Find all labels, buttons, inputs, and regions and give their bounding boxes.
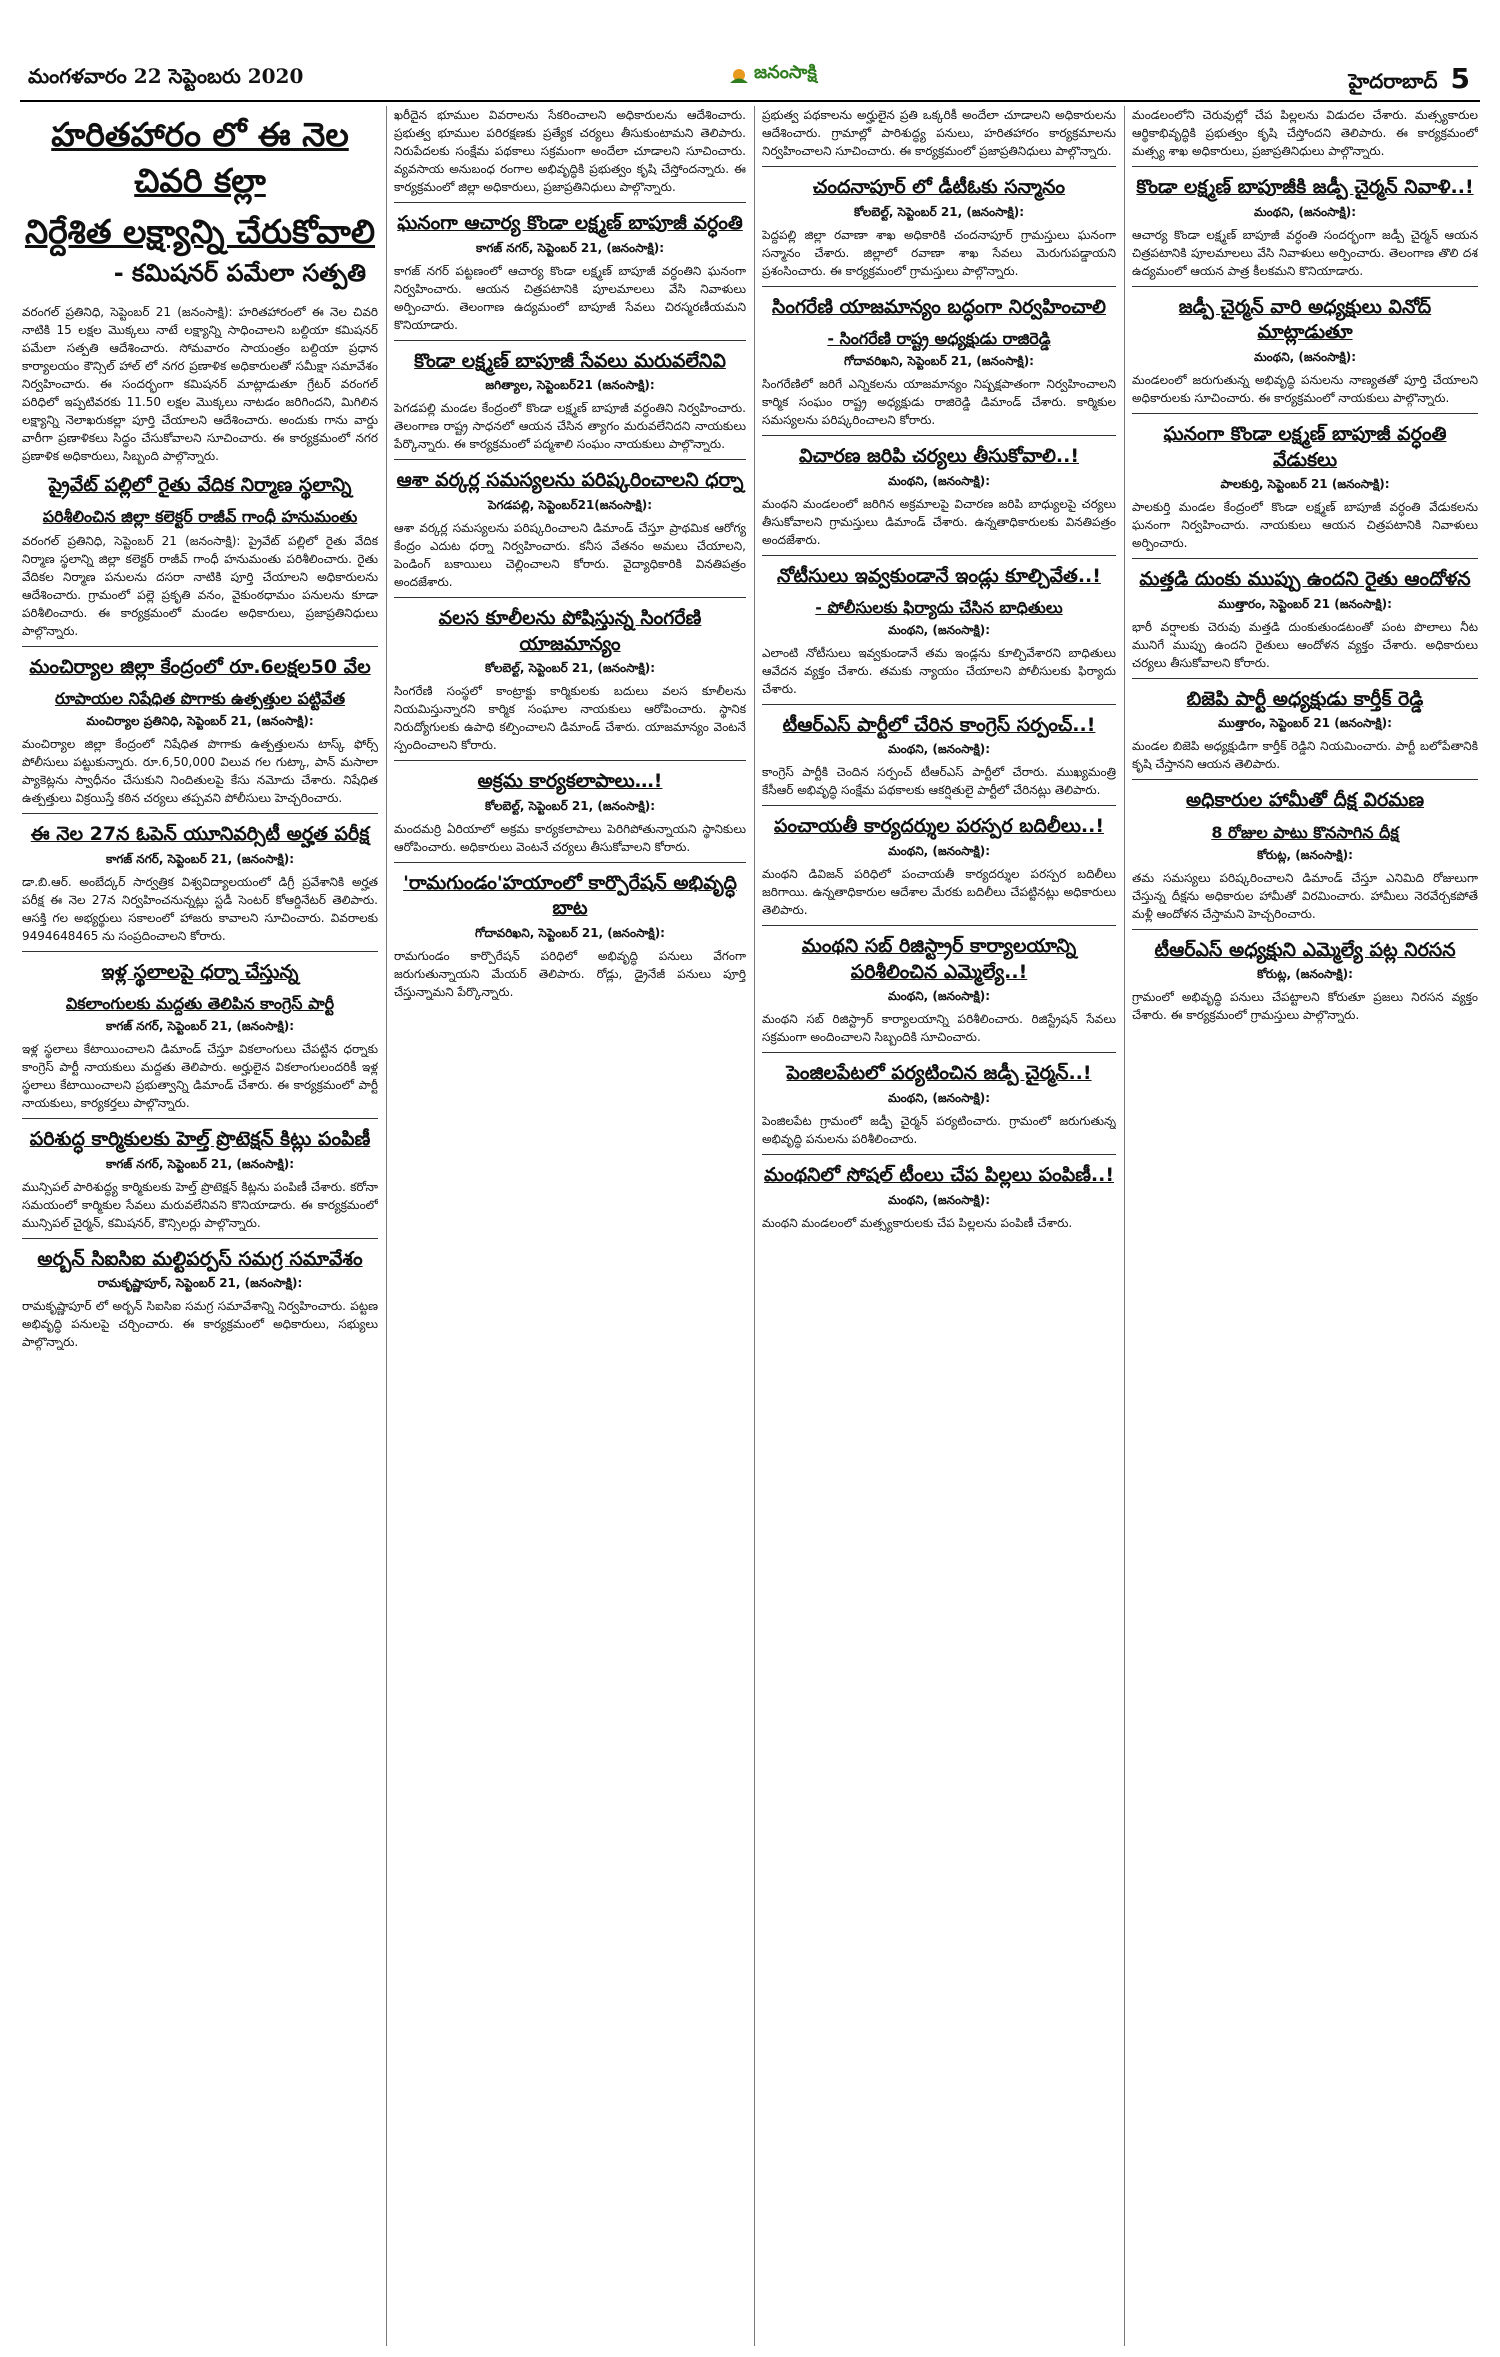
article-body: కాంగ్రెస్ పార్టీకి చెందిన సర్పంచ్ టీఆర్ఎస్ పార్టీలో చేరారు. ముఖ్యమంత్రి కేసీఆర్ అభివృద్ధి సంక్షేమ పథకాలకు ఆకర్షితులై పార్టీలో చేరినట్లు తెలిపారు. — [762, 765, 1116, 798]
column-divider — [386, 106, 387, 2346]
article — [394, 106, 746, 196]
article-body: పెద్దపల్లి జిల్లా రవాణా శాఖ అధికారికి చందనాపూర్ గ్రామస్తులు ఘనంగా సన్మానం చేశారు. జిల్లాలో రవాణా శాఖ సేవలు మెరుగుపడ్డాయని ప్రశంసించారు. ఈ కార్యక్రమంలో గ్రామస్తులు పాల్గొన్నారు. — [762, 227, 1116, 278]
article-divider — [394, 760, 746, 761]
article — [394, 862, 746, 1001]
article — [1132, 106, 1478, 160]
article-divider — [1132, 286, 1478, 287]
article-body: పెంజిలపేట గ్రామంలో జడ్పీ చైర్మన్ పర్యటించారు. గ్రామంలో జరుగుతున్న అభివృద్ధి పనులను పరిశీలించారు. — [762, 1113, 1116, 1146]
article-body: రామకృష్ణాపూర్ లో అర్బన్ సిఐసిఐ సమగ్ర సమావేశాన్ని నిర్వహించారు. పట్టణ అభివృద్ధి పనులపై చర్చించారు. ఈ కార్యక్రమంలో అధికారులు, సభ్యులు పాల్గొన్నారు. — [22, 1299, 378, 1350]
article-divider — [1132, 558, 1478, 559]
article-headline: పంచాయతీ కార్యదర్శుల పరస్పర బదిలీలు..! — [773, 815, 1105, 838]
article — [762, 704, 1116, 800]
article-body: సింగరేణిలో జరిగే ఎన్నికలను యాజమాన్యం నిష్పక్షపాతంగా నిర్వహించాలని కార్మిక సంఘం రాష్ట్ర అధ్యక్షుడు రాజిరెడ్డి డిమాండ్ చేశారు. కార్మికుల సమస్యలను పరిష్కరించాలని కోరారు. — [762, 376, 1116, 427]
article-body: మంథని మండలంలో జరిగిన అక్రమాలపై విచారణ జరిపి బాధ్యులపై చర్యలు తీసుకోవాలని గ్రామస్తులు డిమాండ్ చేశారు. ఉన్నతాధికారులకు వినతిపత్రం అందజేశారు. — [762, 496, 1116, 547]
column-2 — [394, 106, 746, 2346]
article-dateline: మంథని, (జనంసాక్షి): — [887, 622, 991, 637]
column-divider — [754, 106, 755, 2346]
article-dateline: పాలకుర్తి, సెప్టెంబర్ 21 (జనంసాక్షి): — [1220, 477, 1390, 492]
issue-date: మంగళవారం 22 సెప్టెంబరు 2020 — [28, 64, 304, 88]
article-headline: అక్రమ కార్యకలాపాలు…! — [477, 770, 663, 793]
paper-name: జనంసాక్షి — [754, 62, 817, 83]
article — [22, 1118, 378, 1232]
article-divider — [394, 459, 746, 460]
article-dateline: మంథని, (జనంసాక్షి): — [887, 1192, 991, 1207]
lead-headline-2: నిర్దేశిత లక్ష్యాన్ని చేరుకోవాలి — [24, 212, 376, 252]
article-body: పాలకుర్తి మండల కేంద్రంలో కొండా లక్ష్మణ్ బాపూజీ వర్ధంతి వేడుకలను ఘనంగా నిర్వహించారు. నాయకులు ఆయన చిత్రపటానికి నివాళులు అర్పించారు. — [1132, 500, 1478, 551]
article-body: ఇళ్ల స్థలాలు కేటాయించాలని డిమాండ్ చేస్తూ వికలాంగులు చేపట్టిన ధర్నాకు కాంగ్రెస్ పార్టీ నాయకులు మద్దతు తెలిపారు. అర్హులైన వికలాంగులందరికీ ఇళ్ల స్థలాలు కేటాయించాలని ప్రభుత్వాన్ని డిమాండ్ చేశారు. ఈ కార్యక్రమంలో పార్టీ నాయకులు, కార్యకర్తలు పాల్గొన్నారు. — [22, 1041, 378, 1110]
article — [762, 435, 1116, 549]
article-body: రామగుండం కార్పొరేషన్ పరిధిలో అభివృద్ధి పనులు వేగంగా జరుగుతున్నాయని మేయర్ తెలిపారు. రోడ్లు, డ్రైనేజీ పనులు పూర్తి చేస్తున్నామని పేర్కొన్నారు. — [394, 949, 746, 1000]
article — [762, 286, 1116, 429]
article-dateline: కోలబెల్ట్, సెప్టెంబర్ 21, (జనంసాక్షి): — [484, 661, 656, 676]
article-headline: పరిశుద్ధ కార్మికులకు హెల్త్ ప్రొటెక్షన్ కిట్లు పంపిణీ — [29, 1127, 371, 1150]
article-divider — [22, 813, 378, 814]
article-divider — [22, 1118, 378, 1119]
masthead-rule — [20, 100, 1480, 102]
article-headline: పెంజిలపేటలో పర్యటించిన జడ్పీ చైర్మన్..! — [786, 1062, 1092, 1085]
lead-headline-1: హరితహారం లో ఈ నెల చివరి కల్లా — [51, 115, 349, 200]
masthead — [20, 58, 1480, 98]
article-divider — [762, 925, 1116, 926]
article-divider — [394, 202, 746, 203]
article-subhead: - పోలీసులకు ఫిర్యాదు చేసిన బాధితులు — [815, 598, 1063, 618]
edition-city: హైదరాబాద్ 5 — [1348, 62, 1470, 95]
article-headline: ఇళ్ల స్థలాలపై ధర్నా చేస్తున్న — [101, 960, 299, 983]
article-divider — [762, 704, 1116, 705]
article — [394, 760, 746, 856]
article-body: మండలంలో జరుగుతున్న అభివృద్ధి పనులను నాణ్యతతో పూర్తి చేయాలని అధికారులకు సూచించారు. ఈ కార్యక్రమంలో నాయకులు పాల్గొన్నారు. — [1132, 372, 1478, 405]
column-divider — [1124, 106, 1125, 2346]
article-dateline: కాగజ్ నగర్, సెప్టెంబర్ 21, (జనంసాక్షి): — [105, 851, 295, 866]
article-headline: మంథని సబ్ రిజిస్ట్రార్ కార్యాలయాన్ని పరిశీలించిన ఎమ్మెల్యే..! — [801, 935, 1077, 983]
article-divider — [22, 646, 378, 647]
article-dateline: మంథని, (జనంసాక్షి): — [887, 473, 991, 488]
article-dateline: గోదావరిఖని, సెప్టెంబర్ 21, (జనంసాక్షి): — [475, 926, 665, 941]
article-headline: ఘనంగా కొండా లక్ష్మణ్ బాపూజీ వర్ధంతి వేడుకలు — [1163, 422, 1447, 471]
article — [762, 805, 1116, 919]
article — [762, 166, 1116, 280]
article-dateline: జగిత్యాల, సెప్టెంబర్21 (జనంసాక్షి): — [485, 378, 655, 393]
article-body: మంథని డివిజన్ పరిధిలో పంచాయతీ కార్యదర్శుల పరస్పర బదిలీలు జరిగాయి. ఉన్నతాధికారుల ఆదేశాల మేరకు బదిలీలు చేపట్టినట్లు అధికారులు తెలిపారు. — [762, 867, 1116, 918]
article-headline: జడ్పీ చైర్మన్ వారి అధ్యక్షులు వినోద్ మాట్లాడుతూ — [1178, 295, 1432, 344]
article-dateline: కాగజ్ నగర్, సెప్టెంబర్ 21, (జనంసాక్షి): — [105, 1018, 295, 1033]
article-headline: ఆశా వర్కర్ల సమస్యలను పరిష్కరించాలని ధర్నా — [396, 469, 744, 492]
article-subhead: 8 రోజుల పాటు కొనసాగిన దీక్ష — [1211, 823, 1399, 843]
article-body: ఖరీదైన భూముల వివరాలను సేకరించాలని అధికారులను ఆదేశించారు. ప్రభుత్వ భూముల పరిరక్షణకు ప్రత్యేక చర్యలు తీసుకుంటామని తెలిపారు. నిరుపేదలకు సంక్షేమ పథకాలు సక్రమంగా అందేలా చూడాలని సూచించారు. వ్యవసాయ అనుబంధ రంగాల అభివృద్ధికి ప్రభుత్వం కృషి చేస్తోందన్నారు. ఈ కార్యక్రమంలో జిల్లా అధికారులు, ప్రజాప్రతినిధులు పాల్గొన్నారు. — [394, 108, 746, 194]
article — [22, 951, 378, 1112]
article-headline: కొండా లక్ష్మణ్ బాపూజీ సేవలు మరువలేనివి — [414, 349, 726, 372]
column-1-articles — [22, 473, 378, 1352]
article — [22, 1238, 378, 1352]
article-headline: టీఆర్ఎస్ అధ్యక్షుని ఎమ్మెల్యే పట్ల నిరసన — [1154, 938, 1456, 961]
article-body: మంథని మండలంలో మత్స్యకారులకు చేప పిల్లలను పంపిణీ చేశారు. — [762, 1215, 1073, 1230]
article-divider — [762, 166, 1116, 167]
article-dateline: మంథని, (జనంసాక్షి): — [887, 1090, 991, 1105]
article-headline: ఈ నెల 27న ఓపెన్ యూనివర్సిటీ అర్హత పరీక్ష — [30, 823, 370, 846]
article — [762, 1052, 1116, 1148]
article-divider — [22, 951, 378, 952]
article-headline: వలస కూలీలను పోషిస్తున్న సింగరేణి యాజమాన్యం — [438, 606, 702, 655]
article-divider — [762, 435, 1116, 436]
column-1 — [22, 106, 378, 2346]
article — [762, 925, 1116, 1046]
lead-body: వరంగల్ ప్రతినిధి, సెప్టెంబర్ 21 (జనంసాక్షి): హరితహారంలో ఈ నెల చివరి నాటికి 15 లక్షల మొక్కలు నాటే లక్ష్యాన్ని సాధించాలని బల్దియా కమిషనర్ పమేలా సత్పతి ఆదేశించారు. సోమవారం సాయంత్రం బల్దియా ప్రధాన కార్యాలయం కౌన్సిల్ హాల్ లో నగర ప్రణాళిక అధికారులతో సమీక్షా సమావేశం నిర్వహించారు. ఈ సందర్భంగా కమిషనర్ మాట్లాడుతూ గ్రేటర్ వరంగల్ పరిధిలో ఇప్పటివరకు 11.50 లక్షల మొక్కలు నాటడం జరిగిందని, మిగిలిన లక్ష్యాన్ని నెలాఖరుకల్లా పూర్తి చేయాలని ఆదేశించారు. అందుకు గాను వార్డు వారీగా ప్రణాళికలు సిద్ధం చేసుకోవాలని సూచించారు. ఈ కార్యక్రమంలో నగర ప్రణాళిక అధికారులు, సిబ్బంది పాల్గొన్నారు. — [22, 304, 378, 463]
article-dateline: కోలబెల్ట్, సెప్టెంబర్ 21, (జనంసాక్షి): — [853, 204, 1025, 219]
article-body: డా.బి.ఆర్. అంబేద్కర్ సార్వత్రిక విశ్వవిద్యాలయంలో డిగ్రీ ప్రవేశానికి అర్హత పరీక్ష ఈ నెల 27న నిర్వహించనున్నట్లు స్టడీ సెంటర్ కోఆర్డినేటర్ తెలిపారు. ఆసక్తి గల అభ్యర్థులు సకాలంలో హాజరు కావాలని సూచించారు. వివరాలకు 9494648465 ను సంప్రదించాలని కోరారు. — [22, 874, 378, 943]
article — [1132, 166, 1478, 280]
page-number: 5 — [1450, 62, 1470, 95]
article-dateline: రామకృష్ణాపూర్, సెప్టెంబర్ 21, (జనంసాక్షి): — [97, 1276, 303, 1291]
article-subhead: వికలాంగులకు మద్దతు తెలిపిన కాంగ్రెస్ పార్టీ — [65, 994, 335, 1014]
article-body: పెగడపల్లి మండల కేంద్రంలో కొండా లక్ష్మణ్ బాపూజీ వర్ధంతిని నిర్వహించారు. తెలంగాణ రాష్ట్ర సాధనలో ఆయన చేసిన త్యాగం మరువలేనిదని నాయకులు పేర్కొన్నారు. ఈ కార్యక్రమంలో పద్మశాలి సంఘం నాయకులు పాల్గొన్నారు. — [394, 401, 746, 452]
article-headline: టీఆర్ఎస్ పార్టీలో చేరిన కాంగ్రెస్ సర్పంచ్..! — [782, 713, 1096, 736]
column-4-articles — [1132, 106, 1478, 1024]
article — [22, 646, 378, 807]
article-body: తమ సమస్యలు పరిష్కరించాలని డిమాండ్ చేస్తూ ఎనిమిది రోజులుగా చేస్తున్న దీక్షను అధికారుల హామీతో విరమించారు. హామీలు నెరవేర్చకపోతే మళ్లీ ఆందోళన చేస్తామని హెచ్చరించారు. — [1132, 870, 1478, 921]
article-divider — [1132, 929, 1478, 930]
article-body: మండలంలోని చెరువుల్లో చేప పిల్లలను విడుదల చేశారు. మత్స్యకారుల ఆర్థికాభివృద్ధికి ప్రభుత్వం కృషి చేస్తోందని తెలిపారు. ఈ కార్యక్రమంలో మత్స్య శాఖ అధికారులు, ప్రజాప్రతినిధులు పాల్గొన్నారు. — [1132, 108, 1478, 158]
article-body: మండల బిజెపి అధ్యక్షుడిగా కార్తీక్ రెడ్డిని నియమించారు. పార్టీ బలోపేతానికి కృషి చేస్తానని ఆయన తెలిపారు. — [1132, 739, 1478, 772]
article-headline: సింగరేణి యాజమాన్యం బద్ధంగా నిర్వహించాలి — [772, 295, 1106, 318]
article-divider — [1132, 413, 1478, 414]
article-headline: అధికారుల హామీతో దీక్ష విరమణ — [1185, 789, 1425, 812]
article-divider — [762, 286, 1116, 287]
article-headline: విచారణ జరిపి చర్యలు తీసుకోవాలి..! — [798, 444, 1080, 467]
article-body: ఆశా వర్కర్ల సమస్యలను పరిష్కరించాలని డిమాండ్ చేస్తూ ప్రాథమిక ఆరోగ్య కేంద్రం ఎదుట ధర్నా నిర్వహించారు. కనీస వేతనం అమలు చేయాలని, పెండింగ్ బకాయిలు చెల్లించాలని కోరారు. వైద్యాధికారికి వినతిపత్రం అందజేశారు. — [394, 520, 746, 589]
article — [22, 473, 378, 640]
article-dateline: మంథని, (జనంసాక్షి): — [887, 844, 991, 859]
article-body: సింగరేణి సంస్థలో కాంట్రాక్టు కార్మికులకు బదులు వలస కూలీలను నియమిస్తున్నారని కార్మిక సంఘాల నాయకులు ఆరోపించారు. స్థానిక నిరుద్యోగులకు ఉపాధి కల్పించాలని డిమాండ్ చేశారు. యాజమాన్యం వెంటనే స్పందించాలని కోరారు. — [394, 684, 746, 753]
article-body: భారీ వర్షాలకు చెరువు మత్తడి దుంకుతుండటంతో పంట పొలాలు నీట మునిగే ముప్పు ఉందని రైతులు ఆందోళన వ్యక్తం చేశారు. అధికారులు చర్యలు తీసుకోవాలని కోరారు. — [1132, 619, 1478, 670]
sun-logo-icon — [728, 64, 750, 86]
article-dateline: గోదావరిఖని, సెప్టెంబర్ 21, (జనంసాక్షి): — [844, 353, 1034, 368]
column-2-articles — [394, 106, 746, 1001]
article — [762, 555, 1116, 698]
article-headline: ఘనంగా ఆచార్య కొండా లక్ష్మణ్ బాపూజీ వర్ధంతి — [397, 212, 743, 234]
article-divider — [762, 1052, 1116, 1053]
article-subhead: రూపాయల నిషేధిత పొగాకు ఉత్పత్తుల పట్టివేత — [54, 689, 346, 709]
article-dateline: కాగజ్ నగర్, సెప్టెంబర్ 21, (జనంసాక్షి): — [105, 1156, 295, 1171]
article-divider — [394, 340, 746, 341]
article-dateline: కోరుట్ల, (జనంసాక్షి): — [1257, 967, 1353, 982]
article-divider — [22, 1238, 378, 1239]
article-divider — [394, 597, 746, 598]
article-body: వరంగల్ ప్రతినిధి, సెప్టెంబర్ 21 (జనంసాక్షి): ప్రైవేట్ పల్లిలో రైతు వేదిక నిర్మాణ స్థలాన్ని జిల్లా కలెక్టర్ రాజీవ్ గాంధీ హనుమంతు పరిశీలించారు. రైతు వేదికల నిర్మాణ పనులను దసరా నాటికి పూర్తి చేయాలని అధికారులను ఆదేశించారు. గ్రామంలో పల్లె ప్రకృతి వనం, వైకుంఠధామం పనులను కూడా పరిశీలించారు. ఈ కార్యక్రమంలో మండల అధికారులు, ప్రజాప్రతినిధులు పాల్గొన్నారు. — [22, 533, 378, 638]
article-dateline: మంథని, (జనంసాక్షి): — [887, 742, 991, 757]
article-body: ఆచార్య కొండా లక్ష్మణ్ బాపూజీ వర్ధంతి సందర్భంగా జడ్పీ చైర్మన్ ఆయన చిత్రపటానికి పూలమాలలు వేసి నివాళులు అర్పించారు. తెలంగాణ తొలి దశ ఉద్యమంలో ఆయన పాత్ర కీలకమని కొనియాడారు. — [1132, 227, 1478, 278]
article-divider — [1132, 166, 1478, 167]
article-dateline: మంచిర్యాల ప్రతినిధి, సెప్టెంబర్ 21, (జనంసాక్షి): — [86, 714, 314, 729]
article — [394, 202, 746, 334]
article-divider — [762, 805, 1116, 806]
article-headline: ప్రైవేట్ పల్లిలో రైతు వేదిక నిర్మాణ స్థలాన్ని — [48, 473, 352, 496]
article — [1132, 678, 1478, 774]
article-dateline: కాగజ్ నగర్, సెప్టెంబర్ 21, (జనంసాక్షి): — [475, 240, 665, 255]
article-body: మంథని సబ్ రిజిస్ట్రార్ కార్యాలయాన్ని పరిశీలించారు. రిజిస్ట్రేషన్ సేవలు సక్రమంగా అందించాలని సిబ్బందికి సూచించారు. — [762, 1012, 1116, 1045]
article — [762, 106, 1116, 160]
column-3 — [762, 106, 1116, 2346]
article-subhead: - సింగరేణి రాష్ట్ర అధ్యక్షుడు రాజిరెడ్డి — [827, 329, 1051, 349]
article — [22, 813, 378, 945]
article-divider — [762, 1154, 1116, 1155]
column-4 — [1132, 106, 1478, 2346]
article-dateline: కోలబెల్ట్, సెప్టెంబర్ 21, (జనంసాక్షి): — [484, 798, 656, 813]
article-dateline: మంథని, (జనంసాక్షి): — [1253, 204, 1357, 219]
column-3-articles — [762, 106, 1116, 1232]
article-divider — [762, 555, 1116, 556]
article — [762, 1154, 1116, 1232]
article-subhead: పరిశీలించిన జిల్లా కలెక్టర్ రాజీవ్ గాంధీ హనుమంతు — [42, 507, 358, 527]
article-dateline: ముత్తారం, సెప్టెంబర్ 21 (జనంసాక్షి): — [1218, 596, 1392, 611]
article — [1132, 779, 1478, 922]
article — [1132, 558, 1478, 672]
article-body: ఎలాంటి నోటీసులు ఇవ్వకుండానే తమ ఇండ్లను కూల్చివేశారని బాధితులు ఆవేదన వ్యక్తం చేశారు. తమకు న్యాయం చేయాలని పోలీసులకు ఫిర్యాదు చేశారు. — [762, 645, 1116, 696]
article-dateline: మంథని, (జనంసాక్షి): — [1253, 349, 1357, 364]
article — [394, 459, 746, 591]
article-body: ప్రభుత్వ పథకాలను అర్హులైన ప్రతి ఒక్కరికీ అందేలా చూడాలని అధికారులను ఆదేశించారు. గ్రామాల్లో పారిశుద్ధ్య పనులు, హరితహారం కార్యక్రమాలను నిర్వహించాలని సూచించారు. ఈ కార్యక్రమంలో ప్రజాప్రతినిధులు పాల్గొన్నారు. — [762, 108, 1116, 158]
article-body: గ్రామంలో అభివృద్ధి పనులు చేపట్టాలని కోరుతూ ప్రజలు నిరసన వ్యక్తం చేశారు. ఈ కార్యక్రమంలో గ్రామస్తులు పాల్గొన్నారు. — [1132, 990, 1478, 1023]
paper-logo — [728, 62, 817, 87]
article-body: మున్సిపల్ పారిశుద్ధ్య కార్మికులకు హెల్త్ ప్రొటెక్షన్ కిట్లను పంపిణీ చేశారు. కరోనా సమయంలో కార్మికుల సేవలు మరువలేనివని కొనియాడారు. ఈ కార్యక్రమంలో మున్సిపల్ చైర్మన్, కమిషనర్, కౌన్సిలర్లు పాల్గొన్నారు. — [22, 1179, 378, 1230]
article-headline: 'రామగుండం'హయాంలో కార్పొరేషన్ అభివృద్ధి బాట — [403, 871, 737, 920]
article — [394, 597, 746, 754]
article-headline: మంచిర్యాల జిల్లా కేంద్రంలో రూ.6లక్షల50 వేల — [29, 655, 371, 678]
article-body: మందమర్రి ఏరియాలో అక్రమ కార్యకలాపాలు పెరిగిపోతున్నాయని స్థానికులు ఆరోపించారు. అధికారులు వెంటనే చర్యలు తీసుకోవాలని కోరారు. — [394, 821, 746, 854]
article-divider — [1132, 678, 1478, 679]
article-divider — [394, 862, 746, 863]
article-dateline: పెగడపల్లి, సెప్టెంబర్21(జనంసాక్షి): — [487, 497, 652, 512]
article-headline: నోటీసులు ఇవ్వకుండానే ఇండ్లు కూల్చివేత..! — [777, 564, 1101, 587]
article-dateline: కోరుట్ల, (జనంసాక్షి): — [1257, 847, 1353, 862]
article — [1132, 286, 1478, 407]
article-dateline: ముత్తారం, సెప్టెంబర్ 21 (జనంసాక్షి): — [1218, 716, 1392, 731]
article-body: కాగజ్ నగర్ పట్టణంలో ఆచార్య కొండా లక్ష్మణ్ బాపూజీ వర్ధంతిని ఘనంగా నిర్వహించారు. ఆయన చిత్రపటానికి పూలమాలలు వేసి నివాళులు అర్పించారు. తెలంగాణ ఉద్యమంలో బాపూజీ సేవలు చిరస్మరణీయమని కొనియాడారు. — [394, 263, 746, 332]
article — [394, 340, 746, 454]
article-divider — [1132, 779, 1478, 780]
lead-byline: - కమిషనర్ పమేలా సత్పతి — [113, 258, 366, 287]
article-body: మంచిర్యాల జిల్లా కేంద్రంలో నిషేధిత పొగాకు ఉత్పత్తులను టాస్క్ ఫోర్స్ పోలీసులు పట్టుకున్నారు. రూ.6,50,000 విలువ గల గుట్కా, పాన్ మసాలా ప్యాకెట్లను స్వాధీనం చేసుకుని నిందితులపై కేసు నమోదు చేశారు. నిషేధిత ఉత్పత్తులు విక్రయిస్తే కఠిన చర్యలు తప్పవని పోలీసులు హెచ్చరించారు. — [22, 737, 378, 806]
article-headline: చందనాపూర్ లో డీటీఓకు సన్మానం — [812, 176, 1066, 198]
article-headline: కొండా లక్ష్మణ్ బాపూజీకి జడ్పీ చైర్మన్ నివాళి..! — [1136, 176, 1474, 198]
article — [1132, 413, 1478, 552]
article-headline: అర్బన్ సిఐసిఐ మల్టిపర్పస్ సమగ్ర సమావేశం — [37, 1247, 363, 1270]
article-headline: మత్తడి దుంకు ముప్పు ఉందని రైతు ఆందోళన — [1139, 568, 1471, 591]
article-headline: బిజెపి పార్టీ అధ్యక్షుడు కార్తీక్ రెడ్డి — [1186, 687, 1424, 710]
article — [1132, 929, 1478, 1025]
article-dateline: మంథని, (జనంసాక్షి): — [887, 989, 991, 1004]
article-headline: మంథనిలో సోషల్ టీంలు చేప పిల్లలు పంపిణీ..! — [763, 1163, 1115, 1186]
